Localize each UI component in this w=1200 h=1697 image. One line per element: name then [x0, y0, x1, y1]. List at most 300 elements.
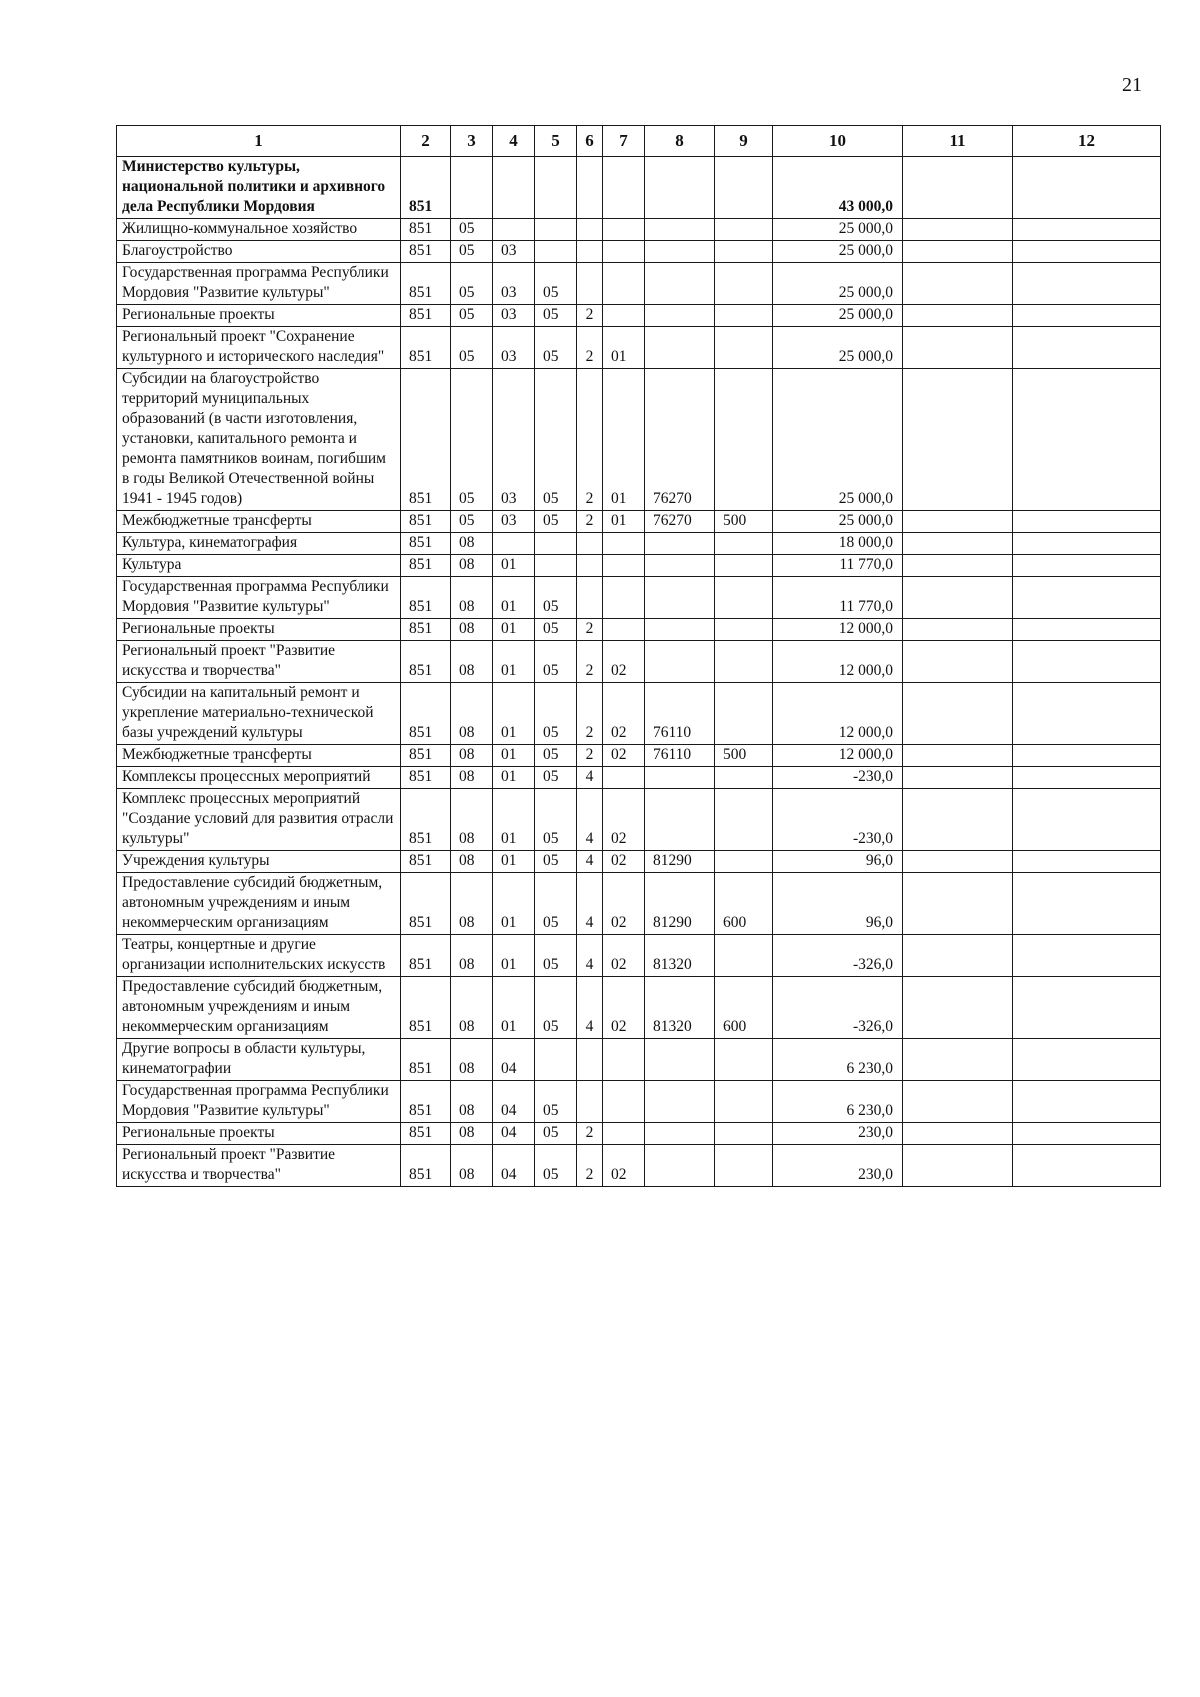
program-code-cell: [535, 157, 577, 219]
section-code-cell: 08: [451, 935, 493, 977]
subsection-code-cell: 01: [493, 683, 535, 745]
project-code-cell: [603, 619, 645, 641]
row-name-cell: Межбюджетные трансферты: [117, 511, 401, 533]
column-header-6: 6: [577, 126, 603, 157]
direction-code-cell: [645, 1123, 715, 1145]
row-name-cell: Государственная программа Республики Мордовия "Развитие культуры": [117, 263, 401, 305]
direction-code-cell: 76270: [645, 369, 715, 511]
program-code-cell: 05: [535, 1123, 577, 1145]
column-11-cell: [903, 935, 1013, 977]
table-row: [117, 935, 1161, 977]
project-code-cell: 02: [603, 789, 645, 851]
subsection-code-cell: 01: [493, 641, 535, 683]
table-row: [117, 241, 1161, 263]
expense-type-cell: [715, 305, 773, 327]
gr-code-cell: 851: [401, 241, 451, 263]
program-code-cell: [535, 533, 577, 555]
amount-cell: 12 000,0: [773, 641, 903, 683]
program-type-cell: [577, 577, 603, 619]
table-row: [117, 641, 1161, 683]
program-type-cell: 2: [577, 619, 603, 641]
section-code-cell: 08: [451, 683, 493, 745]
expense-type-cell: 600: [715, 977, 773, 1039]
table-row: [117, 1081, 1161, 1123]
direction-code-cell: [645, 577, 715, 619]
column-11-cell: [903, 555, 1013, 577]
table-row: [117, 577, 1161, 619]
row-name-cell: Региональные проекты: [117, 619, 401, 641]
expense-type-cell: [715, 533, 773, 555]
row-name-cell: Государственная программа Республики Мордовия "Развитие культуры": [117, 1081, 401, 1123]
row-name-cell: Региональный проект "Сохранение культурного и исторического наследия": [117, 327, 401, 369]
subsection-code-cell: [493, 533, 535, 555]
row-name-cell: Жилищно-коммунальное хозяйство: [117, 219, 401, 241]
row-name-cell: Министерство культуры, национальной политики и архивного дела Республики Мордовия: [117, 157, 401, 219]
subsection-code-cell: 04: [493, 1123, 535, 1145]
section-code-cell: 05: [451, 369, 493, 511]
gr-code-cell: 851: [401, 1039, 451, 1081]
program-type-cell: 2: [577, 305, 603, 327]
column-11-cell: [903, 533, 1013, 555]
project-code-cell: [603, 241, 645, 263]
gr-code-cell: 851: [401, 745, 451, 767]
table-row: [117, 369, 1161, 511]
column-header-7: 7: [603, 126, 645, 157]
column-header-9: 9: [715, 126, 773, 157]
direction-code-cell: [645, 241, 715, 263]
program-type-cell: [577, 219, 603, 241]
table-row: [117, 1145, 1161, 1187]
column-12-cell: [1013, 327, 1161, 369]
subsection-code-cell: 01: [493, 745, 535, 767]
section-code-cell: 08: [451, 767, 493, 789]
expense-type-cell: [715, 327, 773, 369]
section-code-cell: 05: [451, 327, 493, 369]
column-11-cell: [903, 157, 1013, 219]
gr-code-cell: 851: [401, 533, 451, 555]
amount-cell: 25 000,0: [773, 511, 903, 533]
table-row: [117, 851, 1161, 873]
table-row: [117, 1123, 1161, 1145]
column-header-1: 1: [117, 126, 401, 157]
program-type-cell: 4: [577, 767, 603, 789]
program-code-cell: 05: [535, 977, 577, 1039]
program-type-cell: 2: [577, 641, 603, 683]
row-name-cell: Субсидии на благоустройство территорий муниципальных образований (в части изготовления, установки, капитального ремонта и ремонта памятников воинам, погибшим в годы Великой Отечественной войны 1941 - 1945 годов): [117, 369, 401, 511]
gr-code-cell: 851: [401, 305, 451, 327]
table-row: [117, 305, 1161, 327]
program-type-cell: 4: [577, 935, 603, 977]
section-code-cell: 05: [451, 511, 493, 533]
column-12-cell: [1013, 305, 1161, 327]
section-code-cell: 08: [451, 533, 493, 555]
row-name-cell: Благоустройство: [117, 241, 401, 263]
project-code-cell: [603, 555, 645, 577]
row-name-cell: Предоставление субсидий бюджетным, автономным учреждениям и иным некоммерческим организациям: [117, 977, 401, 1039]
column-12-cell: [1013, 745, 1161, 767]
row-name-cell: Театры, концертные и другие организации исполнительских искусств: [117, 935, 401, 977]
expense-type-cell: [715, 619, 773, 641]
gr-code-cell: 851: [401, 327, 451, 369]
section-code-cell: 08: [451, 873, 493, 935]
amount-cell: 25 000,0: [773, 219, 903, 241]
gr-code-cell: 851: [401, 851, 451, 873]
project-code-cell: 01: [603, 327, 645, 369]
row-name-cell: Другие вопросы в области культуры, кинематографии: [117, 1039, 401, 1081]
row-name-cell: Культура, кинематография: [117, 533, 401, 555]
subsection-code-cell: 04: [493, 1145, 535, 1187]
expense-type-cell: [715, 263, 773, 305]
column-11-cell: [903, 511, 1013, 533]
subsection-code-cell: 01: [493, 577, 535, 619]
project-code-cell: [603, 305, 645, 327]
column-header-8: 8: [645, 126, 715, 157]
column-11-cell: [903, 767, 1013, 789]
row-name-cell: Региональные проекты: [117, 1123, 401, 1145]
program-type-cell: [577, 157, 603, 219]
section-code-cell: 08: [451, 577, 493, 619]
program-type-cell: [577, 263, 603, 305]
section-code-cell: 05: [451, 305, 493, 327]
expense-type-cell: [715, 641, 773, 683]
table-row: [117, 789, 1161, 851]
program-type-cell: 2: [577, 745, 603, 767]
section-code-cell: 08: [451, 1145, 493, 1187]
program-code-cell: 05: [535, 327, 577, 369]
section-code-cell: 08: [451, 641, 493, 683]
gr-code-cell: 851: [401, 1081, 451, 1123]
program-type-cell: 2: [577, 369, 603, 511]
row-name-cell: Региональный проект "Развитие искусства и творчества": [117, 1145, 401, 1187]
program-code-cell: 05: [535, 935, 577, 977]
amount-cell: -230,0: [773, 789, 903, 851]
column-11-cell: [903, 683, 1013, 745]
subsection-code-cell: 01: [493, 767, 535, 789]
table-row: [117, 683, 1161, 745]
section-code-cell: 08: [451, 1039, 493, 1081]
expense-type-cell: [715, 789, 773, 851]
column-11-cell: [903, 1081, 1013, 1123]
amount-cell: 230,0: [773, 1123, 903, 1145]
program-code-cell: 05: [535, 789, 577, 851]
direction-code-cell: [645, 789, 715, 851]
table-row: [117, 873, 1161, 935]
column-11-cell: [903, 977, 1013, 1039]
direction-code-cell: [645, 767, 715, 789]
direction-code-cell: [645, 1081, 715, 1123]
gr-code-cell: 851: [401, 511, 451, 533]
section-code-cell: 08: [451, 851, 493, 873]
section-code-cell: 08: [451, 1081, 493, 1123]
gr-code-cell: 851: [401, 555, 451, 577]
column-12-cell: [1013, 977, 1161, 1039]
expense-type-cell: 600: [715, 873, 773, 935]
column-11-cell: [903, 1145, 1013, 1187]
direction-code-cell: 76110: [645, 745, 715, 767]
amount-cell: 25 000,0: [773, 263, 903, 305]
column-12-cell: [1013, 511, 1161, 533]
program-type-cell: [577, 241, 603, 263]
amount-cell: 25 000,0: [773, 327, 903, 369]
gr-code-cell: 851: [401, 641, 451, 683]
column-header-12: 12: [1013, 126, 1161, 157]
row-name-cell: Государственная программа Республики Мордовия "Развитие культуры": [117, 577, 401, 619]
column-11-cell: [903, 577, 1013, 619]
page-number: 21: [1122, 74, 1142, 96]
column-12-cell: [1013, 219, 1161, 241]
row-name-cell: Культура: [117, 555, 401, 577]
gr-code-cell: 851: [401, 767, 451, 789]
table-row: [117, 511, 1161, 533]
subsection-code-cell: 01: [493, 873, 535, 935]
section-code-cell: 05: [451, 263, 493, 305]
table-row: [117, 977, 1161, 1039]
expense-type-cell: [715, 1081, 773, 1123]
amount-cell: -230,0: [773, 767, 903, 789]
project-code-cell: 02: [603, 977, 645, 1039]
program-type-cell: 4: [577, 789, 603, 851]
section-code-cell: 08: [451, 619, 493, 641]
table-row: [117, 219, 1161, 241]
expense-type-cell: [715, 219, 773, 241]
column-11-cell: [903, 305, 1013, 327]
column-12-cell: [1013, 555, 1161, 577]
project-code-cell: [603, 577, 645, 619]
subsection-code-cell: 01: [493, 789, 535, 851]
direction-code-cell: [645, 219, 715, 241]
amount-cell: 11 770,0: [773, 577, 903, 619]
direction-code-cell: 81320: [645, 935, 715, 977]
column-12-cell: [1013, 935, 1161, 977]
program-code-cell: 05: [535, 1145, 577, 1187]
amount-cell: 6 230,0: [773, 1039, 903, 1081]
subsection-code-cell: 01: [493, 851, 535, 873]
program-type-cell: 2: [577, 511, 603, 533]
amount-cell: -326,0: [773, 977, 903, 1039]
amount-cell: 96,0: [773, 873, 903, 935]
subsection-code-cell: 03: [493, 511, 535, 533]
direction-code-cell: [645, 263, 715, 305]
subsection-code-cell: 03: [493, 241, 535, 263]
program-code-cell: 05: [535, 263, 577, 305]
column-header-2: 2: [401, 126, 451, 157]
column-11-cell: [903, 219, 1013, 241]
column-12-cell: [1013, 683, 1161, 745]
direction-code-cell: [645, 555, 715, 577]
project-code-cell: [603, 263, 645, 305]
row-name-cell: Межбюджетные трансферты: [117, 745, 401, 767]
project-code-cell: 02: [603, 1145, 645, 1187]
program-code-cell: 05: [535, 511, 577, 533]
row-name-cell: Субсидии на капитальный ремонт и укрепление материально-технической базы учреждений культуры: [117, 683, 401, 745]
program-code-cell: [535, 219, 577, 241]
program-code-cell: [535, 1039, 577, 1081]
column-12-cell: [1013, 641, 1161, 683]
gr-code-cell: 851: [401, 873, 451, 935]
amount-cell: 25 000,0: [773, 305, 903, 327]
project-code-cell: [603, 1039, 645, 1081]
column-12-cell: [1013, 533, 1161, 555]
direction-code-cell: [645, 1145, 715, 1187]
subsection-code-cell: 03: [493, 369, 535, 511]
project-code-cell: [603, 219, 645, 241]
table-row: [117, 263, 1161, 305]
gr-code-cell: 851: [401, 935, 451, 977]
subsection-code-cell: 03: [493, 263, 535, 305]
gr-code-cell: 851: [401, 683, 451, 745]
project-code-cell: [603, 767, 645, 789]
gr-code-cell: 851: [401, 577, 451, 619]
section-code-cell: 08: [451, 745, 493, 767]
program-type-cell: [577, 555, 603, 577]
amount-cell: -326,0: [773, 935, 903, 977]
expense-type-cell: [715, 851, 773, 873]
amount-cell: 25 000,0: [773, 241, 903, 263]
column-12-cell: [1013, 1039, 1161, 1081]
amount-cell: 25 000,0: [773, 369, 903, 511]
program-type-cell: 4: [577, 873, 603, 935]
subsection-code-cell: [493, 157, 535, 219]
program-code-cell: 05: [535, 851, 577, 873]
program-type-cell: 2: [577, 327, 603, 369]
program-type-cell: 4: [577, 851, 603, 873]
row-name-cell: Комплексы процессных мероприятий: [117, 767, 401, 789]
project-code-cell: 02: [603, 935, 645, 977]
expense-type-cell: [715, 935, 773, 977]
table-row: [117, 767, 1161, 789]
program-type-cell: 2: [577, 1145, 603, 1187]
column-11-cell: [903, 1123, 1013, 1145]
column-11-cell: [903, 1039, 1013, 1081]
project-code-cell: [603, 1123, 645, 1145]
subsection-code-cell: 01: [493, 935, 535, 977]
expense-type-cell: 500: [715, 745, 773, 767]
gr-code-cell: 851: [401, 263, 451, 305]
table-row: [117, 1039, 1161, 1081]
column-12-cell: [1013, 1123, 1161, 1145]
subsection-code-cell: [493, 219, 535, 241]
direction-code-cell: 76110: [645, 683, 715, 745]
gr-code-cell: 851: [401, 157, 451, 219]
subsection-code-cell: 03: [493, 327, 535, 369]
expense-type-cell: [715, 1039, 773, 1081]
gr-code-cell: 851: [401, 1123, 451, 1145]
column-12-cell: [1013, 619, 1161, 641]
column-header-10: 10: [773, 126, 903, 157]
program-code-cell: [535, 555, 577, 577]
project-code-cell: 02: [603, 683, 645, 745]
column-12-cell: [1013, 873, 1161, 935]
direction-code-cell: [645, 305, 715, 327]
column-header-11: 11: [903, 126, 1013, 157]
expense-type-cell: [715, 157, 773, 219]
program-type-cell: 2: [577, 683, 603, 745]
amount-cell: 18 000,0: [773, 533, 903, 555]
column-12-cell: [1013, 1081, 1161, 1123]
column-12-cell: [1013, 577, 1161, 619]
column-11-cell: [903, 641, 1013, 683]
column-11-cell: [903, 263, 1013, 305]
project-code-cell: 02: [603, 641, 645, 683]
program-type-cell: [577, 533, 603, 555]
section-code-cell: 05: [451, 219, 493, 241]
table-row: [117, 745, 1161, 767]
column-header-4: 4: [493, 126, 535, 157]
program-code-cell: [535, 241, 577, 263]
project-code-cell: 02: [603, 873, 645, 935]
project-code-cell: 01: [603, 369, 645, 511]
project-code-cell: 02: [603, 745, 645, 767]
row-name-cell: Комплекс процессных мероприятий "Создание условий для развития отрасли культуры": [117, 789, 401, 851]
amount-cell: 12 000,0: [773, 683, 903, 745]
direction-code-cell: 81290: [645, 851, 715, 873]
subsection-code-cell: 01: [493, 977, 535, 1039]
amount-cell: 12 000,0: [773, 745, 903, 767]
program-code-cell: 05: [535, 305, 577, 327]
row-name-cell: Предоставление субсидий бюджетным, автономным учреждениям и иным некоммерческим организациям: [117, 873, 401, 935]
amount-cell: 230,0: [773, 1145, 903, 1187]
column-12-cell: [1013, 789, 1161, 851]
table-row: [117, 555, 1161, 577]
gr-code-cell: 851: [401, 369, 451, 511]
column-12-cell: [1013, 767, 1161, 789]
column-header-5: 5: [535, 126, 577, 157]
expense-type-cell: [715, 1123, 773, 1145]
direction-code-cell: [645, 157, 715, 219]
column-11-cell: [903, 789, 1013, 851]
column-12-cell: [1013, 369, 1161, 511]
program-code-cell: 05: [535, 619, 577, 641]
table-body: [117, 157, 1161, 1187]
direction-code-cell: [645, 533, 715, 555]
table-row: [117, 327, 1161, 369]
table-header: [117, 126, 1161, 157]
project-code-cell: [603, 157, 645, 219]
gr-code-cell: 851: [401, 1145, 451, 1187]
column-11-cell: [903, 851, 1013, 873]
gr-code-cell: 851: [401, 619, 451, 641]
direction-code-cell: [645, 1039, 715, 1081]
expense-type-cell: [715, 767, 773, 789]
subsection-code-cell: 03: [493, 305, 535, 327]
direction-code-cell: 81320: [645, 977, 715, 1039]
program-type-cell: [577, 1081, 603, 1123]
column-header-3: 3: [451, 126, 493, 157]
section-code-cell: 08: [451, 555, 493, 577]
table-row: [117, 157, 1161, 219]
section-code-cell: 05: [451, 241, 493, 263]
column-11-cell: [903, 619, 1013, 641]
section-code-cell: 08: [451, 1123, 493, 1145]
subsection-code-cell: 04: [493, 1039, 535, 1081]
column-11-cell: [903, 745, 1013, 767]
row-name-cell: Региональные проекты: [117, 305, 401, 327]
column-12-cell: [1013, 263, 1161, 305]
amount-cell: 43 000,0: [773, 157, 903, 219]
program-type-cell: 4: [577, 977, 603, 1039]
amount-cell: 11 770,0: [773, 555, 903, 577]
row-name-cell: Региональный проект "Развитие искусства и творчества": [117, 641, 401, 683]
amount-cell: 12 000,0: [773, 619, 903, 641]
gr-code-cell: 851: [401, 977, 451, 1039]
program-code-cell: 05: [535, 767, 577, 789]
expense-type-cell: [715, 241, 773, 263]
expense-type-cell: [715, 1145, 773, 1187]
row-name-cell: Учреждения культуры: [117, 851, 401, 873]
program-code-cell: 05: [535, 745, 577, 767]
column-11-cell: [903, 327, 1013, 369]
direction-code-cell: 81290: [645, 873, 715, 935]
